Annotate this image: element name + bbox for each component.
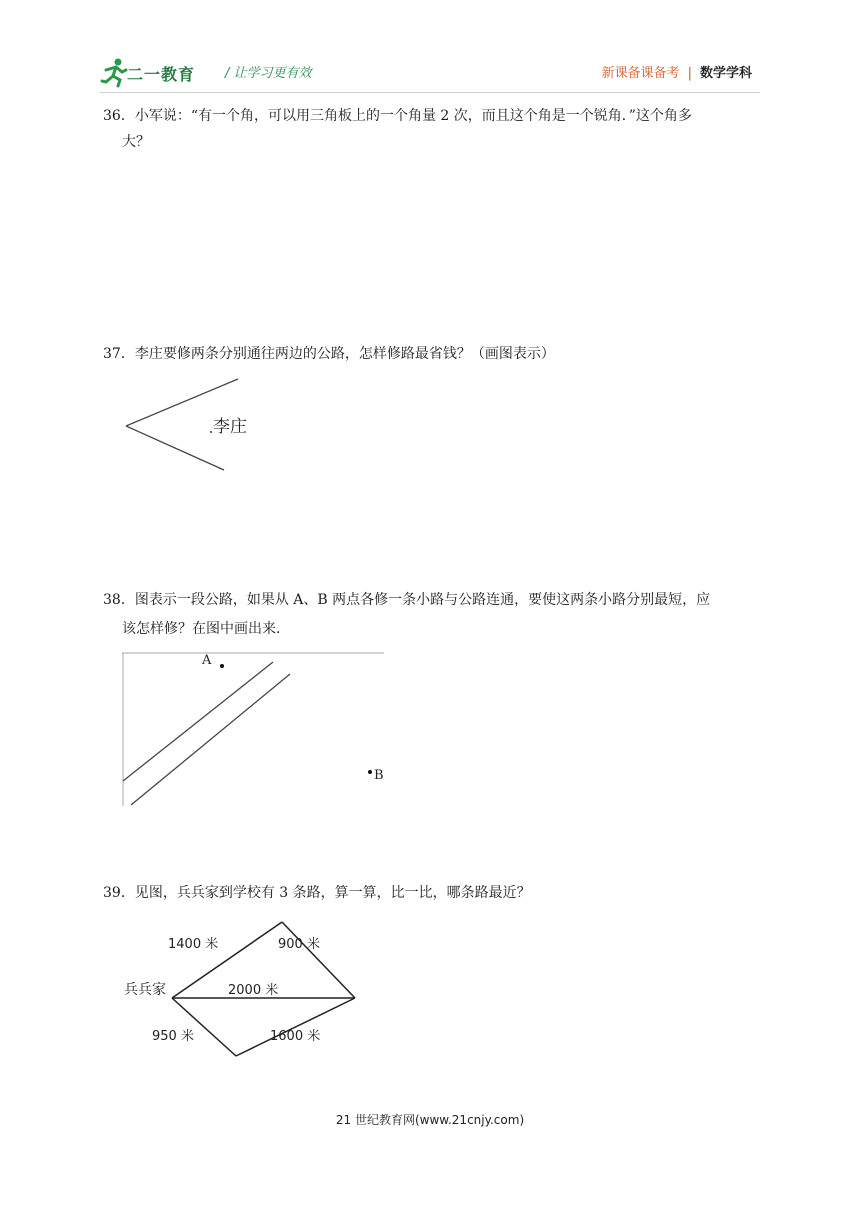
distance-1400: 1400 米 <box>168 937 219 952</box>
distance-2000: 2000 米 <box>228 983 279 998</box>
page-header <box>100 50 760 90</box>
question-39: 39．见图，兵兵家到学校有 3 条路，算一算，比一比，哪条路最近？ <box>103 885 531 901</box>
distance-1600: 1600 米 <box>270 1029 321 1044</box>
header-right <box>602 62 752 81</box>
home-label: 兵兵家 <box>124 982 166 998</box>
distance-950: 950 米 <box>152 1029 194 1044</box>
question-39-figure <box>120 918 380 1064</box>
road-edge-2 <box>131 674 290 805</box>
point-a <box>220 664 224 668</box>
page-footer: 21 世纪教育网(www.21cnjy.com) <box>335 1113 525 1127</box>
village-label: 李庄 <box>213 417 247 437</box>
runner-logo-icon <box>100 56 130 88</box>
header-subject-label: 数学学科 <box>699 66 752 81</box>
question-38: 38．图表示一段公路，如果从 A、B 两点各修一条小路与公路连通，要使这两条小路分别最短，应 <box>103 592 711 608</box>
village-point <box>210 431 212 433</box>
point-a-label: A <box>202 653 212 668</box>
road-edge-1 <box>123 662 273 781</box>
header-separator: | <box>687 66 692 81</box>
question-36-continued: 大？ <box>122 134 150 150</box>
logo-text: 二一教育 <box>127 65 196 84</box>
road-lower <box>126 426 224 470</box>
point-b <box>368 770 372 774</box>
question-38-continued: 该怎样修？在图中画出来. <box>122 621 281 637</box>
question-37-figure <box>120 374 280 476</box>
question-38-figure <box>122 652 386 808</box>
path-top-to-school <box>282 922 355 998</box>
header-divider <box>100 92 760 93</box>
question-37: 37．李庄要修两条分别通往两边的公路，怎样修路最省钱？（画图表示） <box>103 346 555 362</box>
path-bottom-to-school <box>236 998 355 1056</box>
logo <box>100 56 212 88</box>
path-home-to-bottom <box>172 998 236 1056</box>
distance-900: 900 米 <box>278 937 320 952</box>
slogan: / 让学习更有效 <box>225 66 312 81</box>
question-36: 36．小军说：“有一个角，可以用三角板上的一个角量 2 次，而且这个角是一个锐角．”这个角多 <box>103 108 692 124</box>
header-course-label: 新课备课备考 <box>601 66 680 81</box>
point-b-label: B <box>374 768 384 783</box>
